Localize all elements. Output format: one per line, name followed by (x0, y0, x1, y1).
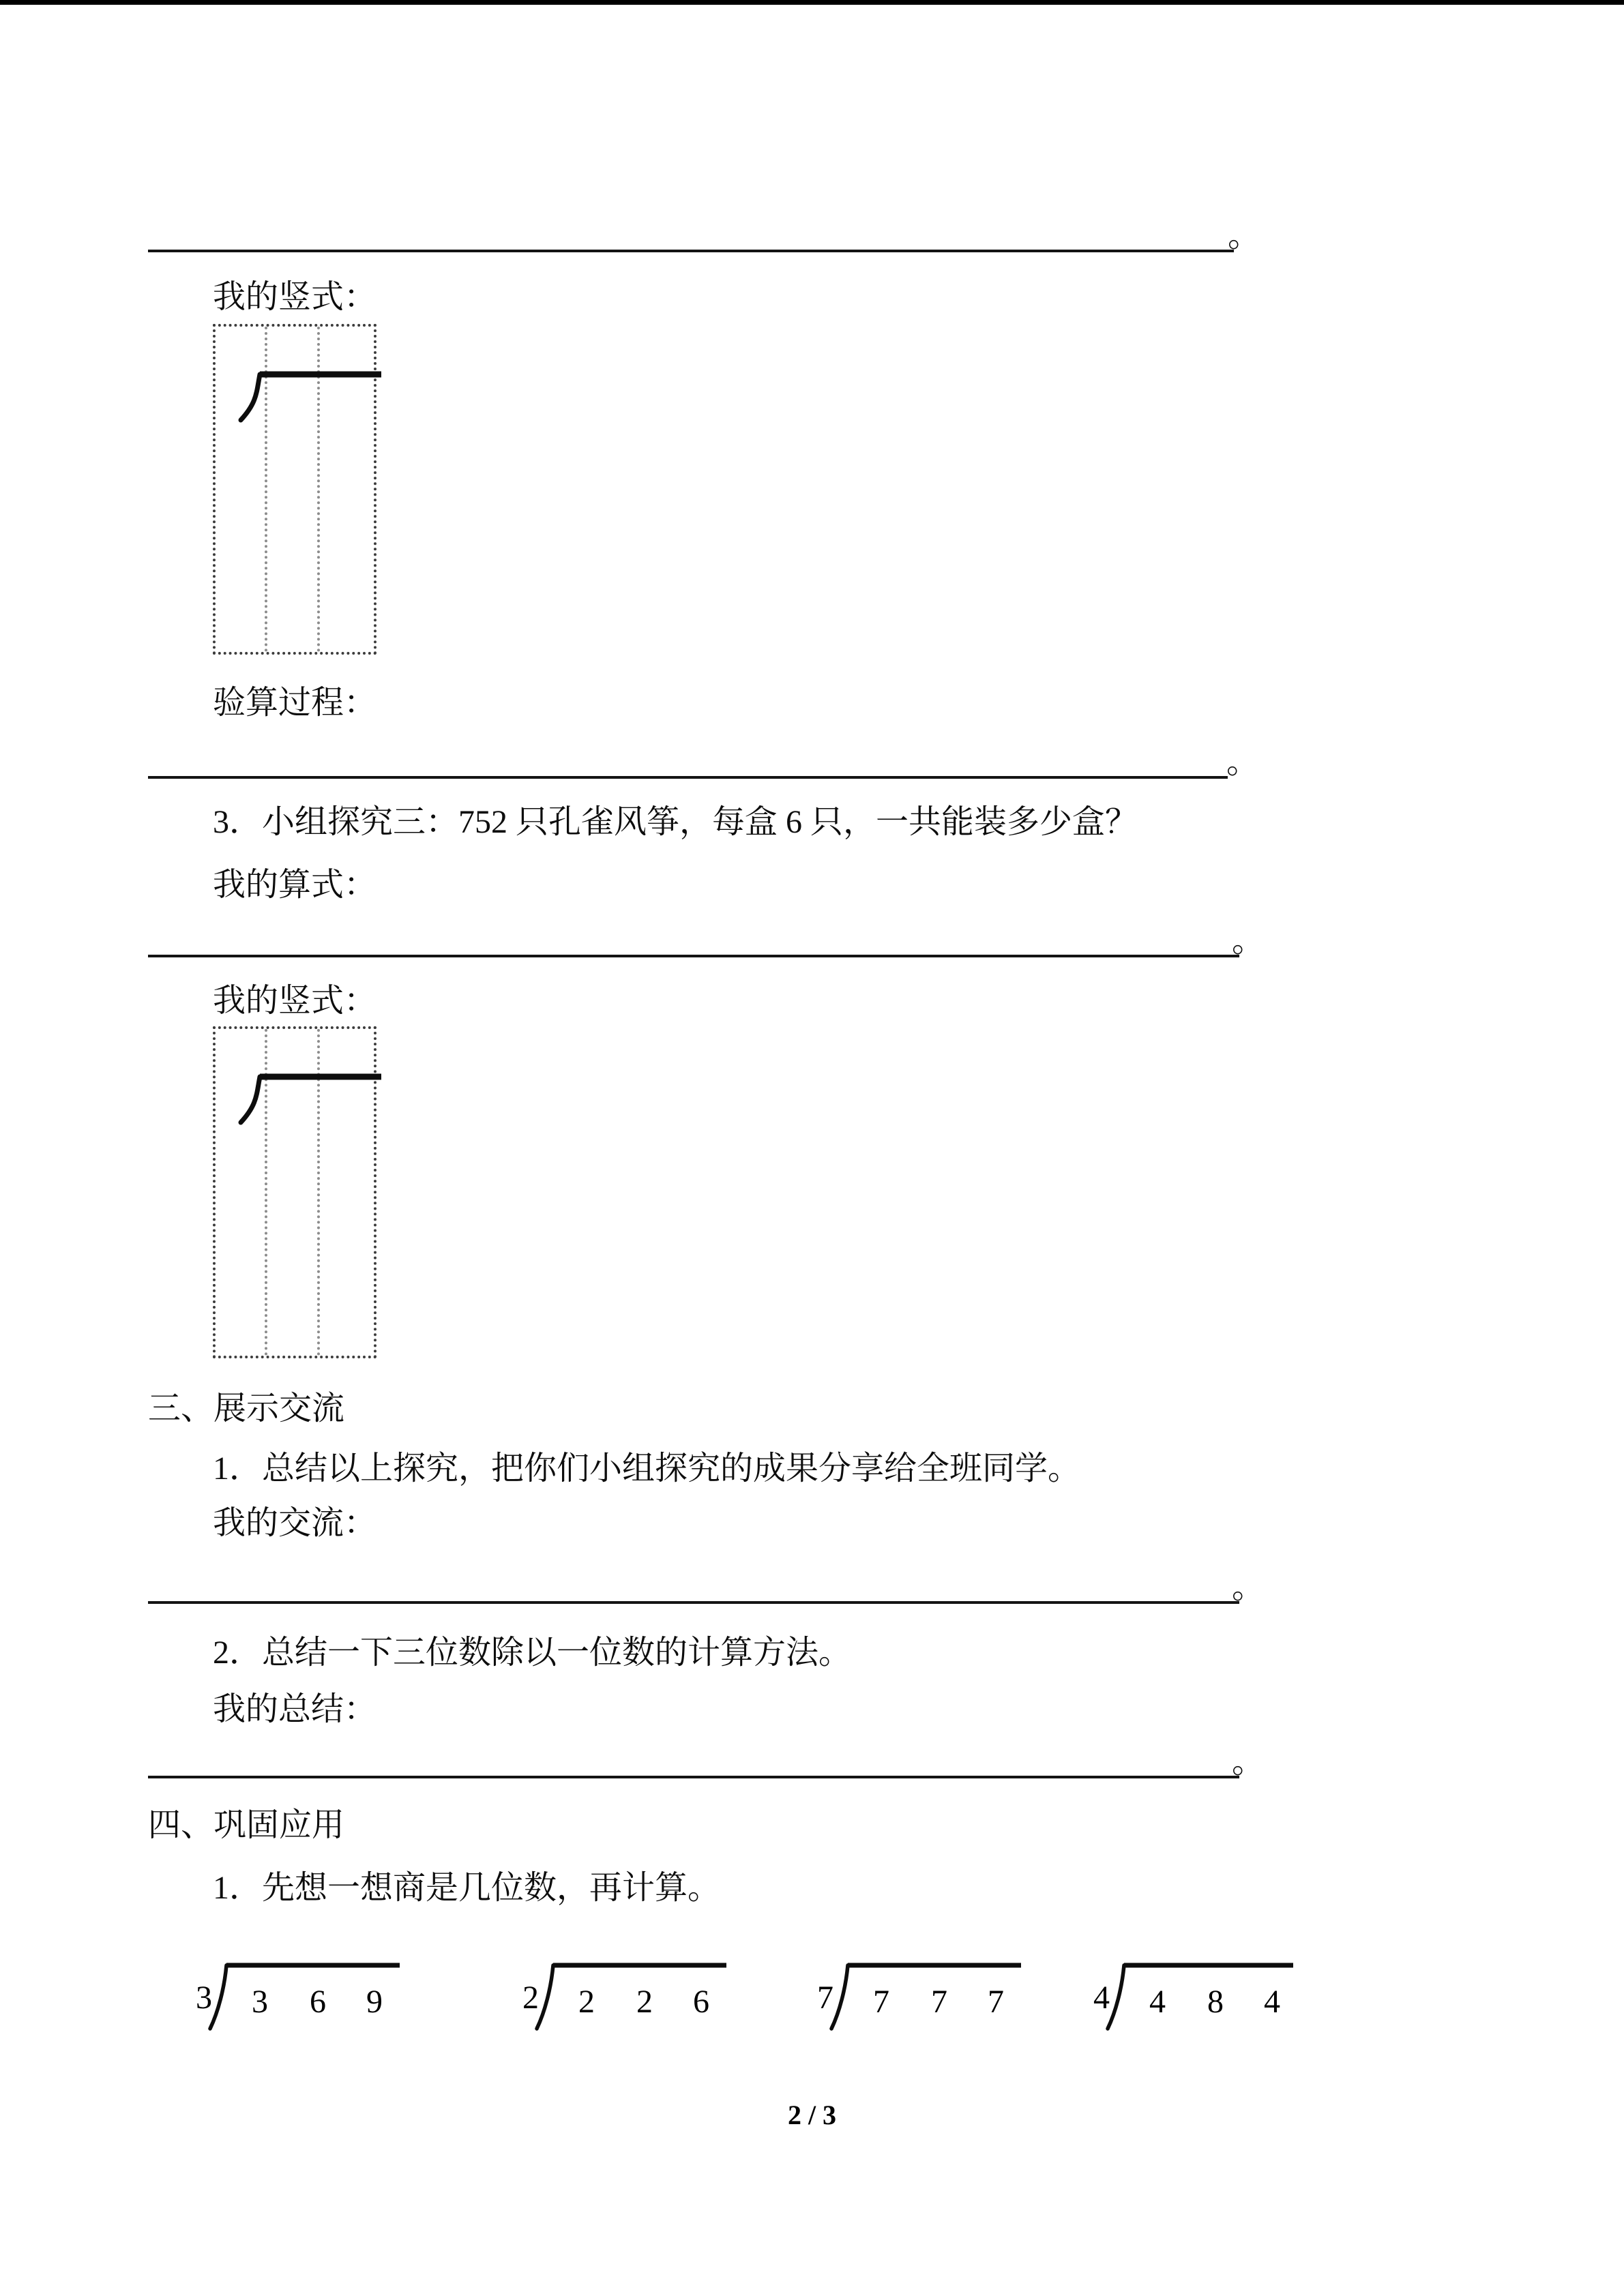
answer-blank-line[interactable] (148, 955, 1239, 957)
answer-blank-line[interactable] (148, 1776, 1239, 1778)
long-division-problem[interactable] (522, 1957, 741, 2049)
dividend-digit: 6 (693, 1984, 709, 2020)
verification-label: 验算过程： (213, 685, 377, 721)
dividend-digit: 7 (988, 1984, 1004, 2020)
section-3-heading: 三、展示交流 (148, 1390, 345, 1427)
dividend-digit: 3 (252, 1984, 268, 2020)
my-vertical-form-label: 我的竖式： (213, 279, 377, 315)
ideographic-period: 。 (1232, 1569, 1265, 1605)
section-3-item-1: 1．总结以上探究，把你们小组探究的成果分享给全班同学。 (213, 1450, 1081, 1487)
divisor: 4 (1093, 1980, 1110, 2016)
ideographic-period: 。 (1232, 923, 1265, 959)
ideographic-period: 。 (1232, 1744, 1265, 1780)
divisor: 7 (817, 1980, 833, 2016)
my-vertical-form-label: 我的竖式： (213, 983, 377, 1019)
dividend-digit: 6 (310, 1984, 326, 2020)
section-4-item-1: 1．先想一想商是几位数，再计算。 (213, 1870, 721, 1906)
dividend-digit: 9 (366, 1984, 383, 2020)
dividend-digit: 4 (1264, 1984, 1280, 2020)
page-number: 2 / 3 (787, 2100, 837, 2130)
section-3-item-2: 2．总结一下三位数除以一位数的计算方法。 (213, 1635, 852, 1671)
dividend-digit: 8 (1207, 1984, 1224, 2020)
my-exchange-label: 我的交流： (213, 1505, 377, 1541)
long-division-bracket-icon (237, 368, 384, 426)
long-division-bracket-icon (237, 1071, 384, 1129)
dividend-digit: 2 (578, 1984, 595, 2020)
dividend-digit: 2 (636, 1984, 653, 2020)
answer-blank-line[interactable] (148, 1601, 1239, 1604)
long-division-problem[interactable] (1093, 1957, 1312, 2049)
long-division-problem[interactable] (196, 1957, 414, 2049)
section-4-heading: 四、巩固应用 (148, 1807, 345, 1843)
ideographic-period: 。 (1228, 218, 1261, 254)
question-3-text: 3．小组探究三：752 只孔雀风筝，每盒 6 只，一共能装多少盒？ (213, 804, 1138, 840)
dividend-digit: 7 (873, 1984, 889, 2020)
answer-blank-line[interactable] (148, 776, 1228, 779)
dividend-digit: 4 (1149, 1984, 1166, 2020)
dividend-digit: 7 (931, 1984, 947, 2020)
top-border (0, 0, 1624, 5)
answer-blank-line[interactable] (148, 250, 1234, 252)
ideographic-period: 。 (1226, 744, 1260, 780)
divisor: 2 (522, 1980, 539, 2016)
long-division-problem[interactable] (817, 1957, 1035, 2049)
my-expression-label: 我的算式： (213, 867, 377, 903)
divisor: 3 (196, 1980, 212, 2016)
my-summary-label: 我的总结： (213, 1691, 377, 1727)
